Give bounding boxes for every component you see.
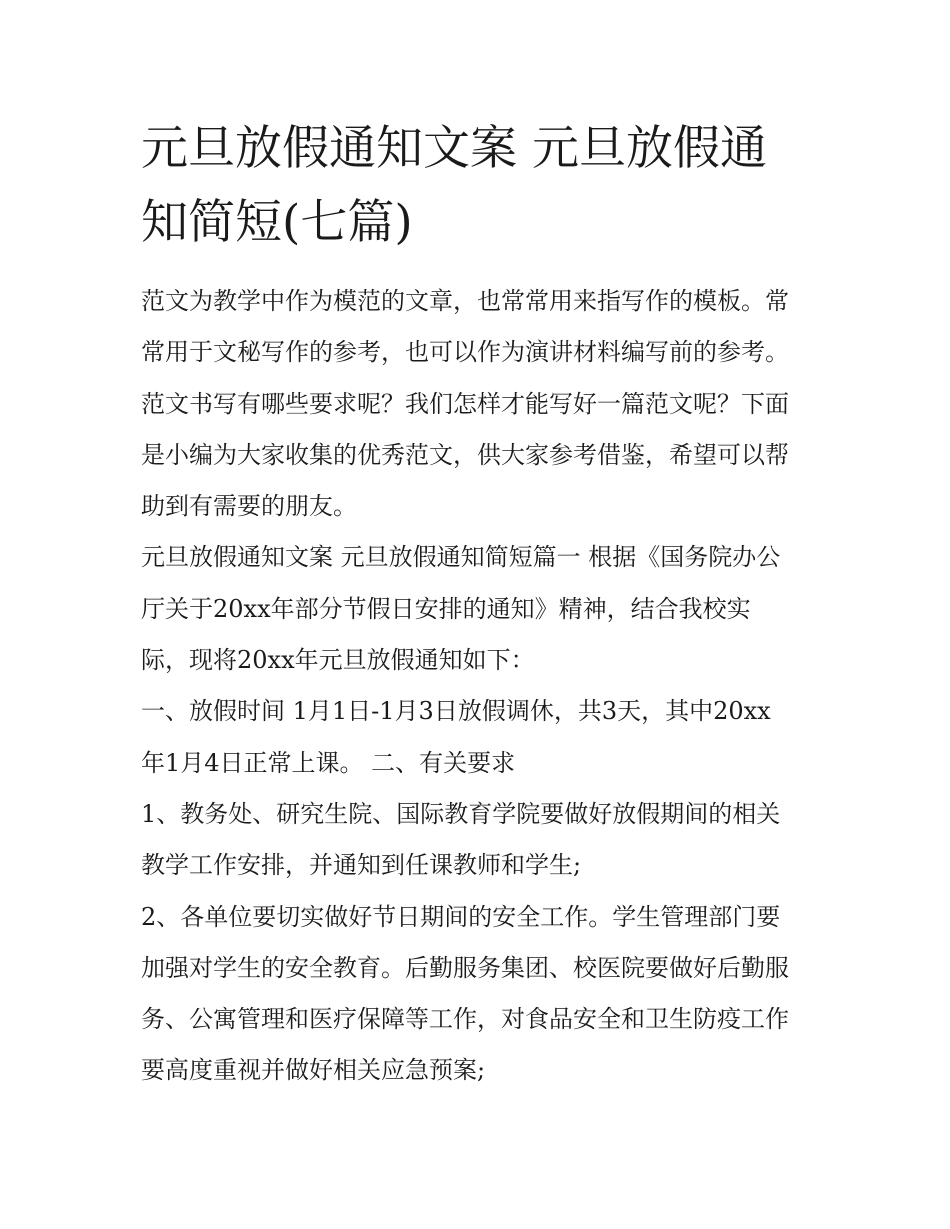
body-line: 务、公寓管理和医疗保障等工作，对食品安全和卫生防疫工作 <box>141 1005 789 1034</box>
body-line: 是小编为大家收集的优秀范文，供大家参考借鉴，希望可以帮 <box>141 440 789 469</box>
body-line: 元旦放假通知文案 元旦放假通知简短篇一 根据《国务院办公 <box>141 543 781 572</box>
title-line: 元旦放假通知文案 元旦放假通 <box>141 121 767 176</box>
document-body <box>141 276 831 1097</box>
body-line: 范文为教学中作为模范的文章，也常常用来指写作的模板。常 <box>141 287 789 315</box>
body-line: 厅关于20xx年部分节假日安排的通知》精神，结合我校实 <box>141 594 751 623</box>
body-line: 加强对学生的安全教育。后勤服务集团、校医院要做好后勤服 <box>141 953 789 982</box>
body-line: 一、放假时间 1月1日-1月3日放假调休，共3天，其中20xx <box>141 697 771 726</box>
body-line: 2、各单位要切实做好节日期间的安全工作。学生管理部门要 <box>141 902 781 931</box>
body-line: 常用于文秘写作的参考，也可以作为演讲材料编写前的参考。 <box>141 338 789 367</box>
body-line: 要高度重视并做好相关应急预案; <box>141 1056 486 1085</box>
body-line: 教学工作安排，并通知到任课教师和学生; <box>141 851 582 880</box>
body-line: 际，现将20xx年元旦放假通知如下： <box>141 646 535 675</box>
document-title <box>141 112 831 260</box>
body-line: 助到有需要的朋友。 <box>141 492 357 521</box>
body-line: 范文书写有哪些要求呢？我们怎样才能写好一篇范文呢？下面 <box>141 389 789 418</box>
body-line: 1、教务处、研究生院、国际教育学院要做好放假期间的相关 <box>141 799 781 828</box>
body-line: 年1月4日正常上课。 二、有关要求 <box>141 748 516 777</box>
title-line: 知简短(七篇) <box>141 195 413 250</box>
